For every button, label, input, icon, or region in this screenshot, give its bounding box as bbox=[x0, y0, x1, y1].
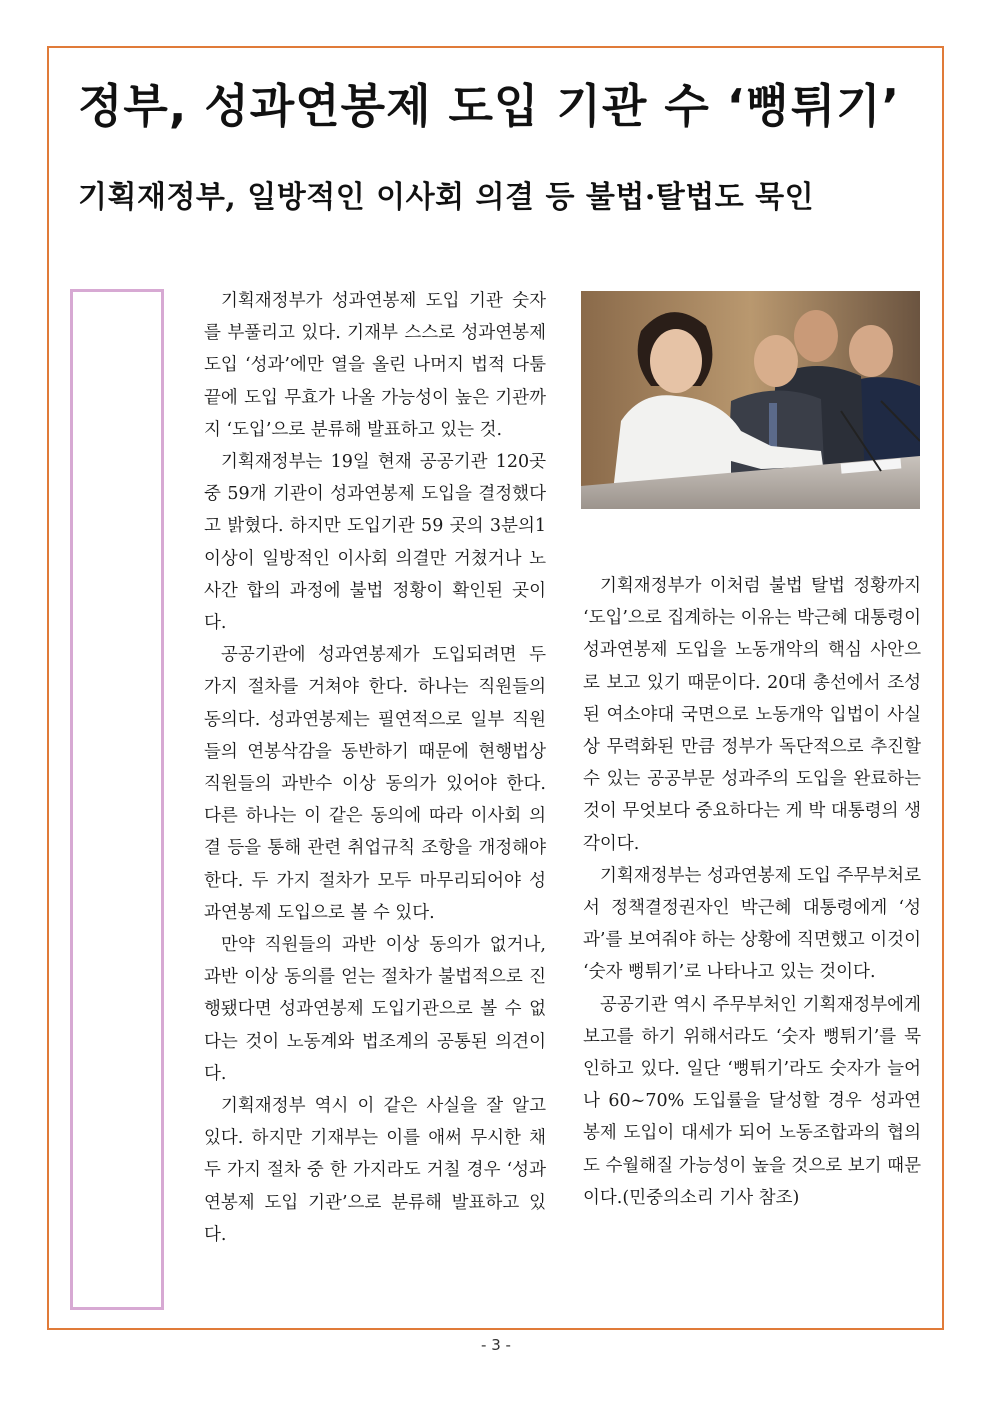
article-photo bbox=[581, 291, 920, 509]
article-subheadline: 기획재정부, 일방적인 이사회 의결 등 불법·탈법도 묵인 bbox=[78, 180, 815, 215]
article-headline: 정부, 성과연봉제 도입 기관 수 ‘뻥튀기’ bbox=[78, 79, 901, 133]
sidebar-box bbox=[70, 289, 164, 1310]
article-right-column bbox=[583, 570, 921, 1214]
paragraph: 기획재정부 역시 이 같은 사실을 잘 알고 있다. 하지만 기재부는 이를 애써 무시한 채 두 가지 절차 중 한 가지라도 거칠 경우 ‘성과연봉제 도입 기관’으로 분류해 발표하고 있다. bbox=[204, 1096, 546, 1245]
paragraph: 만약 직원들의 과반 이상 동의가 없거나, 과반 이상 동의를 얻는 절차가 불법적으로 진행됐다면 성과연봉제 도입기관으로 볼 수 없다는 것이 노동계와 법조계의 공통된 의견이다. bbox=[204, 935, 546, 1084]
article-left-column bbox=[204, 285, 546, 1251]
paragraph: 공공기관에 성과연봉제가 도입되려면 두 가지 절차를 거쳐야 한다. 하나는 직원들의 동의다. 성과연봉제는 필연적으로 일부 직원들의 연봉삭감을 동반하기 때문에 현행법상 직원들의 과반수 이상 동의가 있어야 한다. 다른 하나는 이 같은 동의에 따라 이사회 의결 등을 통해 관련 취업규칙 조항을 개정해야 한다. 두 가지 절차가 모두 마무리되어야 성과연봉제 도입으로 볼 수 있다. bbox=[204, 645, 546, 923]
meeting-photo bbox=[581, 291, 920, 509]
paragraph: 기획재정부는 성과연봉제 도입 주무부처로서 정책결정권자인 박근혜 대통령에게 ‘성과’를 보여줘야 하는 상황에 직면했고 이것이 ‘숫자 뻥튀기’로 나타나고 있는 것이다. bbox=[583, 865, 921, 983]
paragraph: 기획재정부는 19일 현재 공공기관 120곳 중 59개 기관이 성과연봉제 도입을 결정했다고 밝혔다. 하지만 도입기관 59 곳의 3분의1 이상이 일방적인 이사회 의결만 거쳤거나 노사간 합의 과정에 불법 정황이 확인된 곳이다. bbox=[204, 452, 546, 634]
paragraph: 공공기관 역시 주무부처인 기획재정부에게 보고를 하기 위해서라도 ‘숫자 뻥튀기’를 묵인하고 있다. 일단 ‘뻥튀기’라도 숫자가 늘어나 60~70% 도입률을 달성할 경우 성과연봉제 도입이 대세가 되어 노동조합과의 협의도 수월해질 가능성이 높을 것으로 보기 때문이다.(민중의소리 기사 참조) bbox=[583, 994, 921, 1208]
page-number: - 3 - bbox=[481, 1336, 511, 1354]
paragraph: 기획재정부가 성과연봉제 도입 기관 숫자를 부풀리고 있다. 기재부 스스로 성과연봉제 도입 ‘성과’에만 열을 올린 나머지 법적 다툼 끝에 도입 무효가 나올 가능성이 높은 기관까지 ‘도입’으로 분류해 발표하고 있는 것. bbox=[204, 291, 546, 440]
paragraph: 기획재정부가 이처럼 불법 탈법 정황까지 ‘도입’으로 집계하는 이유는 박근혜 대통령이 성과연봉제 도입을 노동개악의 핵심 사안으로 보고 있기 때문이다. 20대 총선에서 조성된 여소야대 국면으로 노동개악 입법이 사실상 무력화된 만큼 정부가 독단적으로 추진할 수 있는 공공부문 성과주의 도입을 완료하는 것이 무엇보다 중요하다는 게 박 대통령의 생각이다. bbox=[583, 576, 921, 854]
